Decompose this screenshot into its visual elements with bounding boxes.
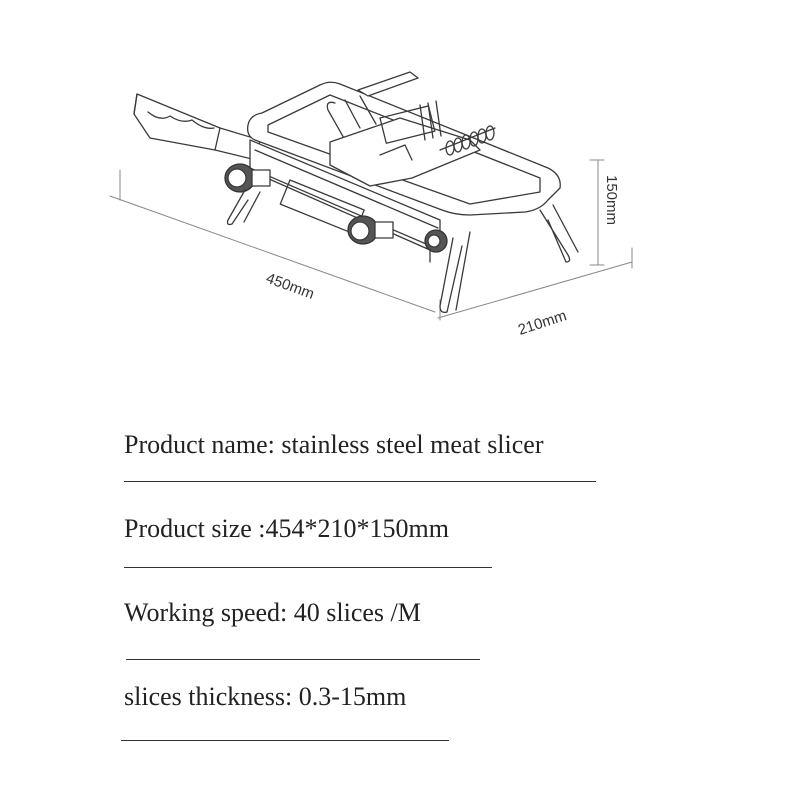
spec-underline [124, 567, 492, 568]
spec-text: slices thickness: 0.3-15mm [124, 682, 407, 711]
spec-text: Product size :454*210*150mm [124, 514, 449, 543]
spec-text: Working speed: 40 slices /M [124, 598, 421, 627]
spec-product-name [124, 430, 544, 460]
spec-product-size [124, 514, 449, 544]
width-dimension-label: 210mm [515, 307, 569, 339]
height-dimension-label: 150mm [603, 175, 620, 226]
spec-underline [121, 740, 449, 741]
end-cap-knob [425, 230, 447, 252]
spec-text: Product name: stainless steel meat slicer [124, 430, 544, 459]
length-dimension-label: 450mm [263, 269, 317, 303]
spec-underline [124, 481, 596, 482]
knife-handle [134, 94, 260, 160]
spec-slice-thickness [124, 682, 406, 712]
spec-underline [126, 659, 480, 660]
spec-working-speed [124, 598, 421, 628]
